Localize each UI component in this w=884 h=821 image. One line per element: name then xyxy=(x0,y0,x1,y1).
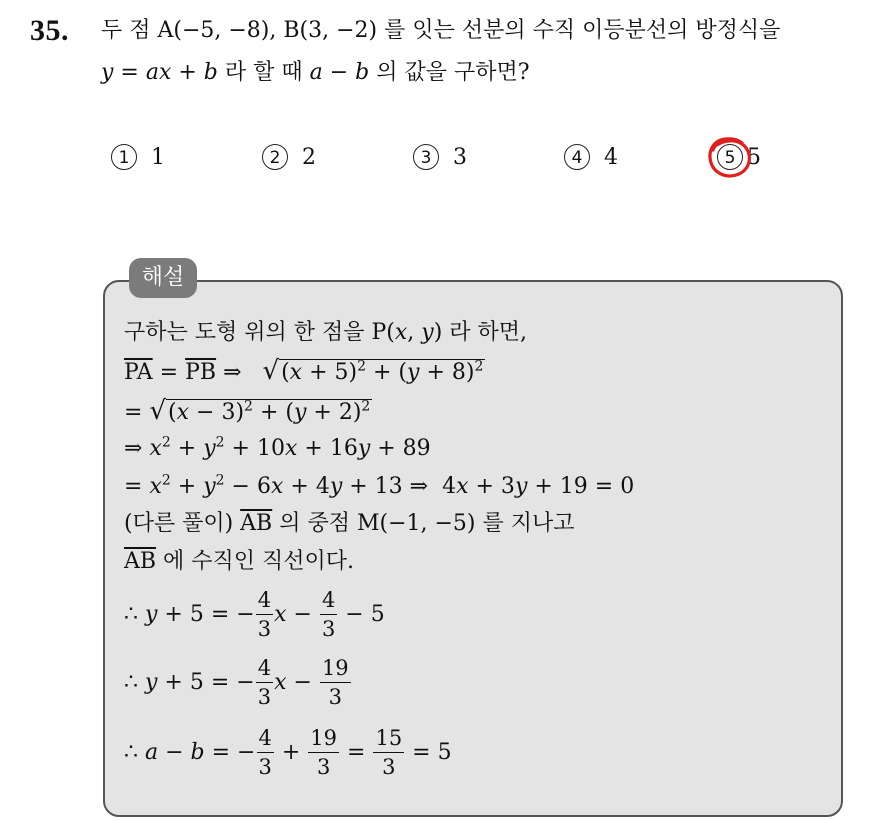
therefore-symbol: ∴ xyxy=(124,602,138,627)
solution-line-2: $\overline{PA} = \overline{PB}$ ⇒ $√(x + 5)^2 + (y + 8)^2$ xyxy=(124,356,484,386)
fraction: $\frac{4}{3}$ xyxy=(257,588,272,641)
solution-line-7 xyxy=(124,547,354,577)
segment-pa: $\overline{PA}$ xyxy=(124,360,153,385)
question-expression: a − b xyxy=(309,60,370,85)
fraction: $\frac{15}{3}$ xyxy=(375,726,403,779)
choice-4[interactable] xyxy=(564,144,618,170)
choice-mark: 1 xyxy=(111,144,137,170)
text: ) 라 하면, xyxy=(433,320,528,345)
solution-line-5: = $x^2 + y^2 - 6x + 4y + 13$ ⇒ 4x + 3y + 19 = 0 xyxy=(124,472,635,499)
choice-value: 2 xyxy=(302,144,316,170)
var-x: x xyxy=(394,320,408,345)
solution-line-4: ⇒ $x^2 + y^2 + 10x + 16y + 89$ xyxy=(124,434,431,461)
choice-mark: 4 xyxy=(564,144,590,170)
sqrt-expression: $√(x + 5)^2 + (y + 8)^2$ xyxy=(262,356,484,386)
segment-ab: $\overline{AB}$ xyxy=(240,511,273,536)
therefore-symbol: ∴ xyxy=(124,670,138,695)
var-y: y xyxy=(421,320,434,345)
choice-value: 1 xyxy=(151,144,165,170)
choice-mark: 3 xyxy=(413,144,439,170)
segment-ab: $\overline{AB}$ xyxy=(124,549,157,574)
text: 구하는 도형 위의 한 점을 P( xyxy=(124,320,395,345)
choice-value: 4 xyxy=(604,144,618,170)
text: 의 중점 M(−1, −5) 를 지나고 xyxy=(272,511,575,536)
therefore-symbol: ∴ xyxy=(124,740,138,765)
choice-value: 3 xyxy=(453,144,467,170)
text: , xyxy=(407,320,422,345)
choice-mark: 2 xyxy=(262,144,288,170)
choice-3[interactable] xyxy=(413,144,467,170)
question-number: 35. xyxy=(30,14,69,47)
choice-2[interactable] xyxy=(262,144,316,170)
solution-line-9: ∴ y + 5 = − $\frac{4}{3}$ x − $\frac{19}{3}$ xyxy=(124,656,349,709)
fraction: $\frac{4}{3}$ xyxy=(257,656,272,709)
question-line-1: 두 점 A(−5, −8), B(3, −2) 를 잇는 선분의 수직 이등분선의 방정식을 xyxy=(101,18,781,43)
solution-line-3: = $√(x - 3)^2 + (y + 2)^2$ xyxy=(124,396,371,426)
text: 에 수직인 직선이다. xyxy=(156,549,355,574)
choice-mark: 5 xyxy=(717,144,743,170)
question-text-part1: 라 할 때 xyxy=(217,60,310,85)
choice-1[interactable] xyxy=(111,144,165,170)
solution-line-10: ∴ a − b = − $\frac{4}{3}$ + $\frac{19}{3}$ = $\frac{15}{3}$ = 5 xyxy=(124,726,452,779)
fraction: $\frac{4}{3}$ xyxy=(258,726,272,779)
segment-pb: $\overline{PB}$ xyxy=(185,360,217,385)
choice-value: 5 xyxy=(747,144,761,170)
choice-5[interactable] xyxy=(717,144,761,170)
question-text-part2: 의 값을 구하면? xyxy=(369,60,530,85)
question-line-2 xyxy=(101,58,530,88)
solution-tab: 해설 xyxy=(129,258,197,298)
sqrt-expression: $√(x - 3)^2 + (y + 2)^2$ xyxy=(149,396,371,426)
answer-choices xyxy=(0,142,884,178)
solution-line-6 xyxy=(124,509,575,539)
solution-line-8: ∴ y + 5 = − $\frac{4}{3}$ x − $\frac{4}{3}$ − 5 xyxy=(124,588,385,641)
fraction: $\frac{19}{3}$ xyxy=(321,656,349,709)
fraction: $\frac{19}{3}$ xyxy=(310,726,338,779)
question-equation: y = ax + b xyxy=(101,60,218,85)
solution-line-1 xyxy=(124,318,527,348)
text: (다른 풀이) xyxy=(124,511,241,536)
fraction: $\frac{4}{3}$ xyxy=(321,588,336,641)
